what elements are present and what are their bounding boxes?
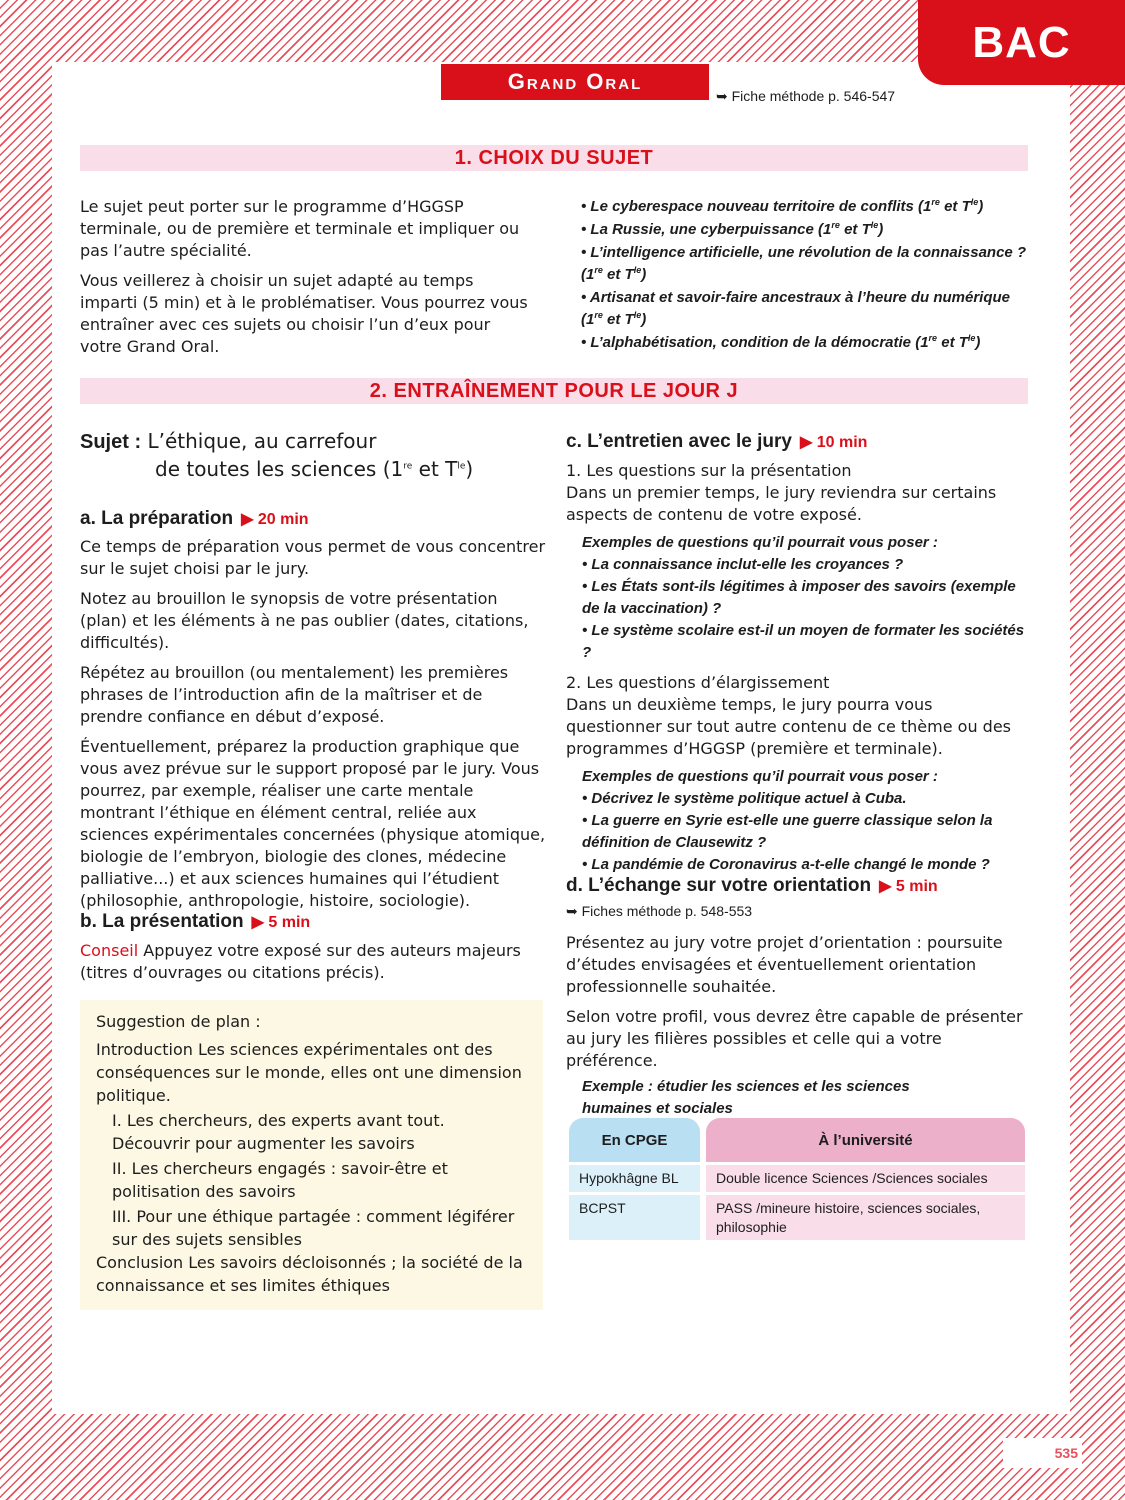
preparation-text: Ce temps de préparation vous permet de vous concentrer sur le sujet choisi par le jury. Notez au brouillon le synopsis de votre présentation (plan) et les éléments à ne pas oublier (dates, citations, difficultés). Répétez au brouillon (ou mentalement) les premières phrases de l’introduction afin de la maîtriser et de prendre confiance en début d’exposé. Éventuellement, préparez la production graphique que vous avez prévue sur le support proposé par le jury. Vous pourrez, par exemple, réaliser une carte mentale montrant l’éthique en élément central, reliée aux sciences expérimentales concernées (physique atomique, biologie de l’embryon, biologie des clones, médecine palliative...) et aux sciences humaines qui l’étudient (philosophie, anthropologie, histoire, sociologie). <box>80 537 546 910</box>
c2-text: Dans un deuxième temps, le jury pourra vous questionner sur tout autre contenu de ce thème ou des programmes d’HGGSP (première et terminale). <box>566 695 1011 758</box>
sujet-label: Sujet : <box>80 431 142 453</box>
topic-item: • La Russie, une cyberpuissance (1re et $T^{le}$) <box>581 220 884 238</box>
plan-intro: Introduction Les sciences expérimentales ont des conséquences sur le monde, elles ont une dimension politique. <box>96 1040 522 1105</box>
section2-title: 2. ENTRAÎNEMENT POUR LE JOUR J <box>80 378 1028 404</box>
plan-part: III. Pour une éthique partagée : comment légiférer sur des sujets sensibles <box>112 1207 515 1249</box>
table-header-universite: À l’université <box>706 1118 1025 1162</box>
orientation-duration: ▶ 5 min <box>879 878 938 895</box>
c2-title: 2. Les questions d’élargissement <box>566 673 830 692</box>
presentation-duration: ▶ 5 min <box>251 914 311 931</box>
page-number: 535 <box>1003 1438 1082 1468</box>
entretien-duration: ▶ 10 min <box>800 434 868 451</box>
section1-para2: Vous veillerez à choisir un sujet adapté au temps imparti (5 min) et à le problématiser. Vous pourrez vous entraîner avec ces sujets ou choisir l’un d’eux pour votre Grand Oral. <box>80 271 528 356</box>
section1-para1: Le sujet peut porter sur le programme d’HGGSP terminale, ou de première et terminale et impliquer ou pas l’autre spécialité. <box>80 197 520 260</box>
plan-part: I. Les chercheurs, des experts avant tout. Découvrir pour augmenter les savoirs <box>112 1111 445 1153</box>
c1-title: 1. Les questions sur la présentation <box>566 461 852 480</box>
sujet-heading: Sujet : L’éthique, au carrefour de toutes les sciences (1re et $T^{le}$) <box>80 429 474 481</box>
presentation-advice: Conseil Appuyez votre exposé sur des auteurs majeurs (titres d’ouvrages ou citations précis). <box>80 941 521 982</box>
preparation-duration: ▶ 20 min <box>241 511 309 528</box>
entretien-heading: c. L’entretien avec le jury ▶ 10 min <box>566 431 868 452</box>
orientation-heading: d. L’échange sur votre orientation ▶ 5 min <box>566 875 938 896</box>
plan-part: II. Les chercheurs engagés : savoir-être et politisation des savoirs <box>112 1159 448 1201</box>
preparation-heading: a. La préparation ▶ 20 min <box>80 508 309 529</box>
table-cell: Double licence Sciences /Sciences sociales <box>706 1165 1025 1192</box>
c1-examples: Exemples de questions qu’il pourrait vous poser : • La connaissance inclut-elle les croyances ? • Les États sont-ils légitimes à imposer des savoirs (exemple de la vaccination) ? • Le système scolaire est-il un moyen de formater les sociétés ? <box>582 534 1025 661</box>
table-cell: BCPST <box>569 1195 700 1240</box>
plan-title: Suggestion de plan : <box>96 1012 261 1031</box>
plan-box <box>80 1000 543 1310</box>
bac-tab: BAC <box>918 0 1125 85</box>
section1-title: 1. CHOIX DU SUJET <box>80 145 1028 171</box>
grand-oral-banner: Grand Oral <box>441 64 709 100</box>
table-cell: Hypokhâgne BL <box>569 1165 700 1192</box>
conseil-label: Conseil <box>80 941 139 960</box>
topic-item: • Artisanat et savoir-faire ancestraux à l’heure du numérique (1re et $T^{le}$) <box>581 289 1011 328</box>
topic-item: • L’alphabétisation, condition de la démocratie (1re et $T^{le}$) <box>581 333 981 351</box>
topic-list <box>581 196 1031 355</box>
fiche-methode-link[interactable]: ➥ Fiche méthode p. 546-547 <box>716 88 896 104</box>
fiches-methode-link[interactable]: ➥ Fiches méthode p. 548-553 <box>566 903 753 919</box>
plan-conclusion: Conclusion Les savoirs décloisonnés ; la société de la connaissance et ses limites éthiques <box>96 1253 523 1295</box>
table-cell: PASS /mineure histoire, sciences sociales, philosophie <box>706 1195 1025 1240</box>
topic-item: • L’intelligence artificielle, une révolution de la connaissance ? (1re et $T^{le}$) <box>581 244 1027 283</box>
presentation-heading: b. La présentation ▶ 5 min <box>80 911 311 932</box>
table-header-cpge: En CPGE <box>569 1118 700 1162</box>
orientation-text: Présentez au jury votre projet d’orientation : poursuite d’études envisagées et éventuellement orientation professionnelle souhaitée. Selon votre profil, vous devrez être capable de présenter au jury les filières possibles et celle qui a votre préférence. Exemple : étudier les sciences et les sciences humaines et sociales <box>566 932 1031 1120</box>
c1-text: Dans un premier temps, le jury reviendra sur certains aspects de contenu de votre exposé. <box>566 483 997 524</box>
orientation-example: Exemple : étudier les sciences et les sciences humaines et sociales <box>582 1078 910 1117</box>
c2-examples: Exemples de questions qu’il pourrait vous poser : • Décrivez le système politique actuel à Cuba. • La guerre en Syrie est-elle une guerre classique selon la définition de Clausewitz ? • La pandémie de Coronavirus a-t-elle changé le monde ? <box>582 768 993 873</box>
topic-item: • Le cyberespace nouveau territoire de conflits (1re et $T^{le}$) <box>581 197 984 215</box>
entretien-block <box>566 460 1031 876</box>
section1-intro <box>80 196 535 366</box>
